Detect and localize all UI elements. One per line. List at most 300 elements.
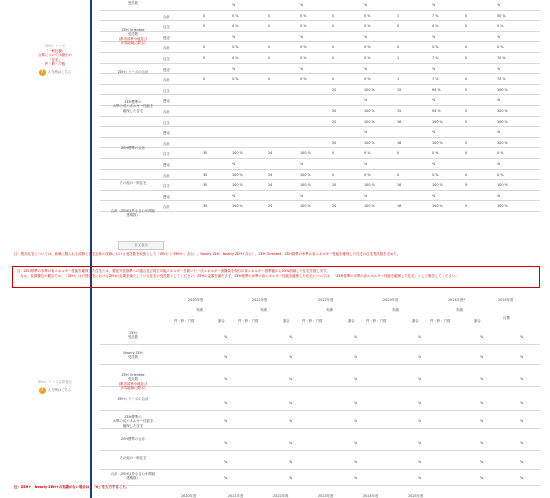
table-cell[interactable]: %: [432, 98, 436, 103]
table-cell[interactable]: 0: [203, 13, 206, 18]
year-header: 2025年度: [498, 298, 514, 302]
table-cell[interactable]: 70 %: [497, 77, 506, 82]
table-cell[interactable]: 100 %: [364, 140, 375, 145]
table-cell[interactable]: 0 %: [232, 24, 239, 29]
table-cell[interactable]: 0 %: [232, 56, 239, 60]
col-header: 件・軒・戸数: [366, 319, 387, 323]
table-cell[interactable]: 0 %: [432, 151, 439, 156]
category-label-text: 「ZEH」 受託数: [126, 331, 140, 340]
table-cell[interactable]: 0: [397, 172, 400, 177]
percent-cell[interactable]: %: [289, 377, 293, 381]
table-cell[interactable]: %: [432, 162, 436, 166]
table-cell[interactable]: 0: [397, 24, 400, 29]
table-cell[interactable]: %: [300, 3, 304, 7]
table-row: [100, 396, 540, 411]
percent-cell[interactable]: %: [224, 401, 228, 405]
percent-cell[interactable]: %: [418, 355, 422, 359]
table-row: [100, 350, 540, 365]
table-cell[interactable]: %: [364, 66, 368, 71]
table-cell[interactable]: %: [497, 193, 501, 198]
table-cell[interactable]: 0: [465, 56, 468, 60]
percent-cell[interactable]: %: [354, 355, 358, 359]
row-type-label: 建売: [163, 163, 170, 167]
table-cell[interactable]: 100 %: [497, 183, 508, 188]
question-icon: ?: [39, 69, 46, 76]
help-link[interactable]: [39, 69, 72, 76]
side-note-line: 件・軒・戸数: [44, 62, 66, 67]
percent-cell[interactable]: %: [418, 335, 422, 339]
table-cell[interactable]: 0 %: [300, 24, 307, 29]
table-cell[interactable]: 100 %: [497, 87, 508, 92]
table-cell[interactable]: 0: [465, 24, 468, 29]
table-cell[interactable]: 16: [397, 140, 402, 145]
category-label-text: その他の一般住宅: [119, 456, 147, 460]
percent-cell[interactable]: %: [354, 460, 358, 464]
row-type-label: 建売: [163, 194, 170, 199]
percent-cell[interactable]: %: [289, 441, 293, 445]
table-cell[interactable]: %: [432, 66, 436, 71]
table-cell[interactable]: %: [497, 34, 501, 39]
table-cell[interactable]: 50 %: [497, 13, 506, 18]
percent-cell[interactable]: %: [289, 476, 293, 480]
table-row: [100, 191, 540, 202]
table-cell[interactable]: 94 %: [432, 109, 441, 113]
table-cell[interactable]: 1: [397, 13, 400, 18]
side-note-line: ZEHシリーズ合算報告: [38, 380, 72, 384]
side-note-line: ZEHシリーズ: [44, 44, 66, 48]
table-cell[interactable]: 100 %: [432, 119, 443, 124]
table-cell[interactable]: 100 %: [432, 183, 443, 188]
category-label-text: ZEH標準の 水準の省エネルギー性能を 確保した住宅: [112, 100, 154, 113]
table-cell[interactable]: %: [497, 130, 501, 135]
row-type-label: 合計: [163, 205, 170, 210]
table-row: [100, 436, 540, 451]
table-cell[interactable]: 0 %: [432, 24, 439, 29]
table-cell[interactable]: 0 %: [432, 172, 439, 177]
percent-cell[interactable]: %: [520, 377, 524, 381]
percent-cell[interactable]: %: [520, 476, 524, 480]
table-cell[interactable]: 0 %: [364, 45, 371, 50]
table-cell[interactable]: 0: [203, 56, 206, 60]
table-cell[interactable]: 0 %: [364, 13, 371, 18]
table-cell[interactable]: %: [232, 193, 236, 198]
table-cell[interactable]: 100 %: [364, 204, 375, 209]
table-cell[interactable]: 100 %: [497, 119, 508, 124]
percent-cell[interactable]: %: [224, 335, 228, 339]
table-cell[interactable]: 0: [465, 13, 468, 18]
help-link-label: 入力例はこちら: [47, 387, 72, 392]
table-cell[interactable]: %: [364, 162, 368, 166]
row-type-label: 合計: [163, 173, 170, 178]
table-row: [100, 455, 540, 470]
category-label: [100, 70, 166, 74]
table-row: [100, 42, 540, 53]
table-cell[interactable]: 0: [268, 13, 271, 18]
category-label: [100, 28, 166, 45]
table-cell[interactable]: 0: [465, 77, 468, 82]
table-cell[interactable]: 20: [332, 119, 337, 124]
table-cell[interactable]: %: [232, 162, 236, 166]
notice-zeh-standard: 注：ZEH基準の水準の省エネルギー性能を確保した住宅とは、強化外皮基準への適合及び再生可能エネルギーを除いた一次エネルギー消費量を現行の省エネルギー基準値から20%削減した住宅を指します。 なお、長期優良の観点では、「ZEH」は戸建住宅におけるZEHの定義を満たしている住宅の受託数としてください。ZEHの定義を満たさず、ZEH基準の水準の省エネルギー性能を確保した住宅については、「ZEH基準の水準の省エネルギー性能を確保した住宅」として報告してください。: [12, 266, 540, 288]
year-header: 2024年度: [363, 494, 379, 498]
percent-cell[interactable]: %: [418, 460, 422, 464]
table-cell[interactable]: %: [364, 130, 368, 135]
row-type-label: 注文: [163, 25, 170, 30]
table-cell[interactable]: 0: [268, 24, 271, 29]
category-label-note: (都市部狭小地及び 多雪地域に限る): [118, 381, 148, 390]
table-cell[interactable]: %: [364, 34, 368, 39]
table-cell[interactable]: 7 %: [432, 77, 439, 82]
percent-cell[interactable]: %: [354, 419, 358, 423]
sub-header: 実績: [326, 308, 333, 312]
category-label-text: その他の一般住宅: [119, 181, 147, 185]
table-cell[interactable]: 20: [332, 183, 337, 188]
table-cell[interactable]: 70 %: [497, 56, 506, 60]
table-cell[interactable]: 0 %: [497, 24, 504, 29]
year-header: 2023年度: [318, 494, 334, 498]
notice-zeh-plus: 注：ZEH+、Nearly ZEH+の実績がない場合は、「0」を入力すること。: [14, 485, 129, 489]
percent-cell[interactable]: %: [520, 401, 524, 405]
table-cell[interactable]: 0: [332, 77, 335, 82]
table-cell[interactable]: 0: [465, 45, 468, 50]
table-cell[interactable]: 0: [268, 77, 271, 82]
percent-cell[interactable]: %: [224, 441, 228, 445]
sub-header: 実績: [260, 308, 267, 312]
percent-cell[interactable]: %: [289, 419, 293, 423]
side-note-line: 「一般仕様」: [44, 48, 66, 53]
table-cell[interactable]: 0: [332, 45, 335, 50]
table-cell[interactable]: 0 %: [300, 13, 307, 18]
table-cell[interactable]: %: [432, 130, 436, 135]
show-all-button[interactable]: 全又表示: [118, 241, 164, 250]
category-label: [100, 351, 166, 360]
category-label: [100, 100, 166, 113]
category-label-text: 合計（ZEH以外も含む年間総 建築数）: [110, 209, 156, 218]
table-cell[interactable]: 0 %: [300, 77, 307, 82]
table-cell[interactable]: 24: [268, 172, 273, 177]
table-cell[interactable]: 100 %: [300, 172, 311, 177]
category-label-text: ZEH Oriented 受託数: [121, 28, 145, 37]
col-header: 割合: [412, 319, 419, 323]
percent-cell[interactable]: %: [520, 355, 524, 359]
table-cell[interactable]: %: [432, 34, 436, 39]
table-cell[interactable]: 20: [332, 140, 337, 145]
table-row: [100, 85, 540, 96]
row-type-label: 合計: [163, 110, 170, 114]
table-cell[interactable]: 0 %: [364, 24, 371, 29]
table-cell[interactable]: 100 %: [232, 183, 243, 188]
table-cell[interactable]: 15: [397, 109, 402, 113]
row-type-label: 合計: [163, 14, 170, 19]
col-header: 割合: [474, 319, 481, 323]
percent-cell[interactable]: %: [354, 476, 358, 480]
category-label: [100, 415, 166, 428]
percent-cell[interactable]: %: [480, 377, 484, 381]
year-header: 2023年度: [383, 298, 399, 302]
table-cell[interactable]: 24: [268, 204, 273, 209]
table-cell[interactable]: 100 %: [497, 109, 508, 113]
table-cell[interactable]: 0: [465, 151, 468, 156]
table-cell[interactable]: %: [232, 66, 236, 71]
percent-cell[interactable]: %: [418, 377, 422, 381]
table-cell[interactable]: 0 %: [300, 45, 307, 50]
table-row: [100, 127, 540, 138]
table-cell[interactable]: %: [432, 193, 436, 198]
table-cell[interactable]: 0 %: [497, 172, 504, 177]
table-cell[interactable]: 16: [397, 119, 402, 124]
category-label-text: ZEH標準の合計: [121, 437, 145, 441]
table-cell[interactable]: 0: [332, 56, 335, 60]
row-type-label: 建売: [163, 67, 170, 72]
table-row: [100, 21, 540, 32]
percent-cell[interactable]: %: [418, 476, 422, 480]
percent-cell[interactable]: %: [354, 441, 358, 445]
col-header: 件・軒・戸数: [174, 319, 195, 323]
table-cell[interactable]: %: [300, 66, 304, 71]
table-cell[interactable]: 0 %: [364, 172, 371, 177]
percent-cell[interactable]: %: [289, 460, 293, 464]
category-label-text: Nearly ZEH 受託数: [123, 351, 143, 360]
table-cell[interactable]: 0 %: [364, 56, 371, 60]
table-cell[interactable]: 100 %: [497, 204, 508, 209]
table-cell[interactable]: 100 %: [497, 140, 508, 145]
table-cell[interactable]: 30: [203, 204, 208, 209]
col-header: 件・軒・戸数: [238, 319, 259, 323]
row-type-label: 建売: [163, 35, 170, 40]
table-cell[interactable]: 7 %: [432, 13, 439, 18]
table-cell[interactable]: 1: [397, 77, 400, 82]
table-cell[interactable]: 20: [332, 87, 337, 92]
table-cell[interactable]: 0 %: [232, 45, 239, 50]
percent-cell[interactable]: %: [289, 355, 293, 359]
row-type-label: 合計: [163, 46, 170, 51]
row-type-label: 注文: [163, 152, 170, 157]
year-header: 2020年度: [181, 494, 197, 498]
table-cell[interactable]: 100 %: [364, 183, 375, 188]
table-cell[interactable]: 0: [332, 151, 335, 156]
table-row: [100, 95, 540, 106]
help-link[interactable]: [39, 387, 72, 394]
percent-cell[interactable]: %: [418, 419, 422, 423]
table-cell[interactable]: 16: [397, 183, 402, 188]
table-cell[interactable]: %: [364, 193, 368, 198]
table-cell[interactable]: %: [364, 3, 368, 7]
percent-cell[interactable]: %: [480, 460, 484, 464]
table-cell[interactable]: 0 %: [232, 13, 239, 18]
table-cell[interactable]: 0 %: [300, 56, 307, 60]
percent-cell[interactable]: %: [520, 419, 524, 423]
category-label: [100, 472, 166, 481]
table-row: [100, 106, 540, 117]
percent-cell[interactable]: %: [520, 441, 524, 445]
row-type-label: 合計: [163, 78, 170, 83]
table-cell[interactable]: 0: [203, 77, 206, 82]
table-cell[interactable]: 0: [332, 172, 335, 177]
category-label-note: (都市部狭小地及び 多雪地域に限る): [118, 36, 148, 45]
table-row: [100, 201, 540, 212]
category-label-text: ZEH標準の 水準の省エネルギー性能を 確保した住宅: [112, 415, 154, 428]
year-header: 2022年度: [318, 298, 334, 302]
percent-cell[interactable]: %: [289, 401, 293, 405]
table-cell[interactable]: 0 %: [497, 151, 504, 156]
percent-cell[interactable]: %: [224, 419, 228, 423]
year-header: 2020年度: [188, 298, 204, 302]
table-row: [100, 138, 540, 149]
help-link-label: 入力例はこちら: [47, 70, 72, 75]
table-row: [100, 372, 540, 387]
table-cell[interactable]: 0: [203, 24, 206, 29]
year-header: 2021年度: [252, 298, 268, 302]
table-cell[interactable]: %: [432, 3, 436, 7]
table-cell[interactable]: 30: [203, 183, 208, 188]
table-cell[interactable]: 20: [332, 109, 337, 113]
table-cell[interactable]: 100 %: [232, 151, 243, 156]
category-label-text: ZEH Oriented 受託数: [121, 373, 145, 382]
category-label-text: 受託数: [127, 1, 139, 6]
table-cell[interactable]: %: [497, 162, 501, 166]
table-cell[interactable]: 0 %: [364, 77, 371, 82]
percent-cell[interactable]: %: [418, 441, 422, 445]
table-cell[interactable]: 0 %: [497, 45, 504, 50]
percent-cell[interactable]: %: [480, 401, 484, 405]
table-cell[interactable]: 15: [397, 87, 402, 92]
year-header: 2021年度: [228, 494, 244, 498]
table-cell[interactable]: 100 %: [300, 151, 311, 156]
table-cell[interactable]: %: [232, 3, 236, 7]
category-label-text: ZEH標準の合計: [121, 146, 145, 150]
table-cell[interactable]: 100 %: [300, 204, 311, 209]
table-cell[interactable]: 5: [465, 204, 468, 209]
sub-header: 目標: [503, 316, 510, 320]
table-cell[interactable]: 0: [268, 56, 271, 60]
table-cell[interactable]: 5: [465, 109, 468, 113]
percent-cell[interactable]: %: [480, 419, 484, 423]
table-cell[interactable]: 100 %: [364, 119, 375, 124]
table-cell[interactable]: %: [497, 3, 501, 7]
side-note-2: [24, 380, 86, 394]
category-label: [100, 456, 166, 460]
table-cell[interactable]: %: [364, 98, 368, 103]
category-label: [100, 146, 166, 150]
table-cell[interactable]: 0: [332, 13, 335, 18]
table-cell[interactable]: 0: [397, 45, 400, 50]
percent-cell[interactable]: %: [418, 401, 422, 405]
side-note-line: 「住宅」: [48, 57, 62, 62]
table-cell[interactable]: 100 %: [232, 172, 243, 177]
table-cell[interactable]: 0: [203, 45, 206, 50]
col-header: 件・軒・戸数: [430, 319, 451, 323]
table-cell[interactable]: 30: [203, 151, 208, 156]
table-cell[interactable]: %: [497, 98, 501, 103]
table-cell[interactable]: %: [300, 162, 304, 166]
table-cell[interactable]: 100 %: [432, 140, 443, 145]
table-cell[interactable]: 94 %: [432, 87, 441, 92]
table-cell[interactable]: 5: [465, 87, 468, 92]
category-label: [100, 437, 166, 441]
table-cell[interactable]: %: [232, 34, 236, 39]
percent-cell[interactable]: %: [354, 377, 358, 381]
col-header: 割合: [218, 319, 225, 323]
table-cell[interactable]: 0: [268, 45, 271, 50]
table-cell[interactable]: 5: [465, 183, 468, 188]
row-type-label: 注文: [163, 88, 170, 93]
percent-cell[interactable]: %: [480, 441, 484, 445]
sub-header: 実績: [196, 308, 203, 312]
table-row: [100, 148, 540, 159]
percent-cell[interactable]: %: [480, 476, 484, 480]
table-cell[interactable]: 30: [203, 172, 208, 177]
percent-cell[interactable]: %: [354, 401, 358, 405]
table-cell[interactable]: %: [497, 66, 501, 71]
table-cell[interactable]: 0 %: [432, 45, 439, 50]
category-label: [100, 373, 166, 390]
percent-cell[interactable]: %: [480, 355, 484, 359]
table-row: [100, 159, 540, 170]
table-cell[interactable]: %: [300, 34, 304, 39]
percent-cell[interactable]: %: [520, 460, 524, 464]
year-header: 2025年度: [408, 494, 424, 498]
table-cell[interactable]: 0: [332, 24, 335, 29]
category-label-text: ZEHシリーズの合計: [117, 70, 149, 74]
table-row: [100, 471, 540, 486]
table-cell[interactable]: 100 %: [364, 109, 375, 113]
year-header: 2024年度*: [448, 298, 466, 302]
percent-cell[interactable]: %: [354, 335, 358, 339]
table-cell[interactable]: 0 %: [364, 151, 371, 156]
col-header: 割合: [348, 319, 355, 323]
table-cell[interactable]: 0: [397, 151, 400, 156]
table-cell[interactable]: 100 %: [364, 87, 375, 92]
table-row: [100, 11, 540, 22]
percent-cell[interactable]: %: [224, 460, 228, 464]
table-cell[interactable]: 5: [465, 140, 468, 145]
row-type-label: 注文: [163, 57, 170, 61]
percent-cell[interactable]: %: [224, 476, 228, 480]
notice-existing-housing: 注：既存住宅については、新築に限られる改修と住宅全体の改修における受託数を取扱として「ZEH」（「ZEH+」含む）、Nearly ZEH（Nearly ZEH+含む）、ZEH Oriented、ZEH基準の水準の省エネルギー性能を確保した住宅の住宅受託数を含めた。: [14, 252, 401, 256]
percent-cell[interactable]: %: [224, 377, 228, 381]
table-row: [100, 330, 540, 345]
percent-cell[interactable]: %: [480, 335, 484, 339]
table-cell[interactable]: 20: [332, 204, 337, 209]
table-cell[interactable]: 16: [397, 204, 402, 209]
table-cell[interactable]: 24: [268, 151, 273, 156]
row-type-label: 建売: [163, 99, 170, 104]
table-cell[interactable]: 0 %: [232, 77, 239, 82]
table-cell[interactable]: 0: [465, 172, 468, 177]
table-row: [100, 180, 540, 191]
table-cell[interactable]: 5: [465, 119, 468, 124]
row-type-label: 注文: [163, 184, 170, 189]
table-row: [100, 0, 540, 11]
table-cell[interactable]: 100 %: [300, 183, 311, 188]
table-row: [100, 170, 540, 181]
table-cell[interactable]: 7 %: [432, 56, 439, 60]
col-header: 件・軒・戸数: [302, 319, 323, 323]
percent-cell[interactable]: %: [289, 335, 293, 339]
table-cell[interactable]: %: [300, 193, 304, 198]
category-label: [100, 397, 166, 401]
row-type-label: 建売: [163, 131, 170, 136]
table-cell[interactable]: 100 %: [432, 204, 443, 209]
table-row: [100, 74, 540, 85]
table-row: [100, 414, 540, 429]
table-cell[interactable]: 1: [397, 56, 400, 60]
table-cell[interactable]: 100 %: [232, 204, 243, 209]
table-cell[interactable]: 24: [268, 183, 273, 188]
percent-cell[interactable]: %: [520, 335, 524, 339]
col-header: 割合: [283, 319, 290, 323]
percent-cell[interactable]: %: [224, 355, 228, 359]
